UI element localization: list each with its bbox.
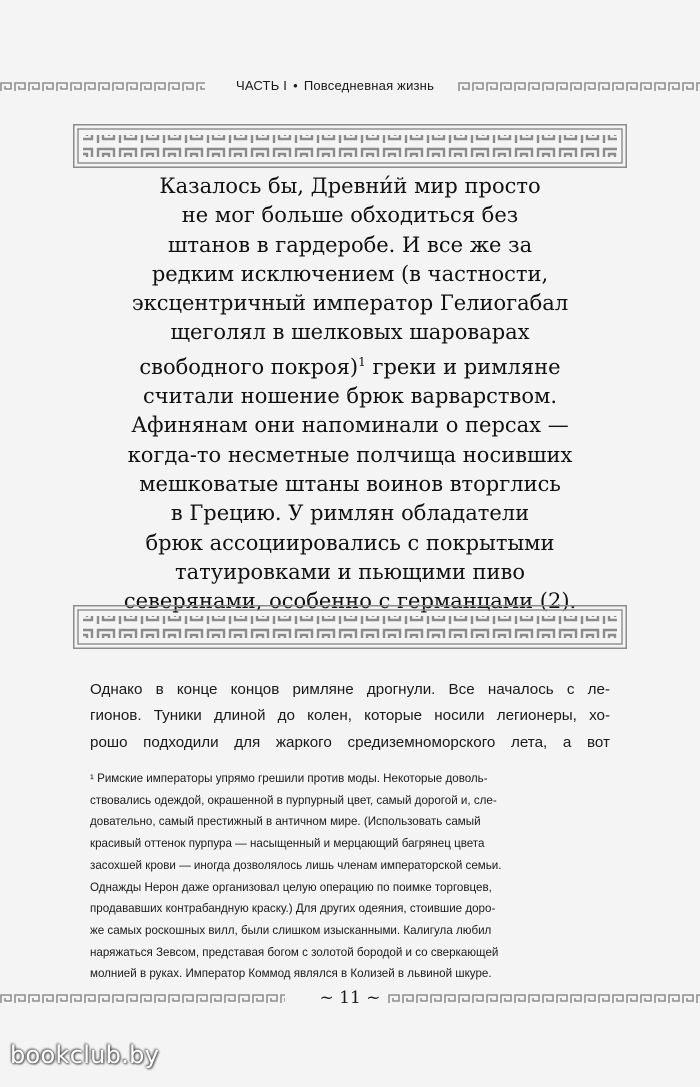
- quote-line: когда-то несметные полчища носивших: [127, 442, 573, 467]
- quote-line: не мог больше обходиться без: [181, 203, 519, 228]
- quote-line: Афинянам они напоминали о персах —: [131, 413, 569, 438]
- quote-line: эксцентричный император Гелиогабал: [131, 291, 569, 316]
- footer-ornament-right: [388, 994, 700, 1004]
- greek-key-border-bottom: [73, 605, 627, 649]
- running-header: [0, 76, 700, 100]
- body-line: рошо подходили для жаркого средиземноморского лета, а вот: [90, 733, 610, 751]
- header-part: ЧАСТЬ I: [235, 78, 288, 93]
- quote-line: редким исключением (в частности,: [151, 261, 549, 286]
- pull-quote: [95, 172, 605, 616]
- footer-ornament-left: [0, 994, 285, 1004]
- footnote-line: молнией в руках. Император Коммод являлся в Колизей в львиной шкуре.: [90, 967, 492, 981]
- footnote-line: же самых роскошных вилл, были слишком изысканными. Калигула любил: [90, 923, 492, 937]
- quote-line: щеголял в шелковых шароварах: [170, 320, 530, 345]
- quote-line-part: свободного покроя): [139, 354, 359, 379]
- page-footer: [0, 988, 700, 1012]
- footnote-line: засохшей крови — иногда дозволялось лишь членам императорской семьи.: [90, 858, 502, 872]
- greek-key-border-top: [73, 124, 627, 168]
- quote-line: в Грецию. У римлян обладатели: [170, 501, 530, 526]
- footnote-line: ствовались одеждой, окрашенной в пурпурный цвет, самый дорогой и, сле-: [90, 793, 497, 807]
- footnote: [90, 768, 610, 985]
- quote-line: штанов в гардеробе. И все же за: [167, 232, 533, 257]
- page-number: ~ 11 ~: [319, 988, 381, 1008]
- quote-line: брюк ассоциировались с покрытыми: [145, 530, 555, 555]
- quote-line: татуировками и пьющими пиво: [174, 559, 526, 584]
- quote-line: Казалось бы, Древни́й мир просто: [159, 174, 541, 198]
- footnote-line: ¹ Римские императоры упрямо грешили против моды. Некоторые доволь-: [90, 772, 488, 785]
- quote-line-part: греки и римляне: [372, 354, 561, 379]
- quote-line-with-footnote: [95, 348, 605, 382]
- body-paragraph: [90, 677, 610, 756]
- header-ornament-right: [458, 82, 700, 92]
- quote-line: считали ношение брюк варварством.: [142, 384, 558, 409]
- header-separator: •: [293, 78, 298, 93]
- footnote-line: Однажды Нерон даже организовал целую операцию по поимке торговцев,: [90, 880, 492, 894]
- watermark-logo: bookclub.by: [10, 1041, 160, 1069]
- header-title: [210, 78, 460, 93]
- header-section: Повседневная жизнь: [303, 78, 435, 93]
- quote-line: северянами, особенно с германцами (2).: [123, 589, 577, 614]
- header-ornament-left: [0, 82, 205, 92]
- body-line: гионов. Туники длиной до колен, которые носили легионеры, хо-: [90, 707, 610, 725]
- footnote-marker: 1: [358, 354, 366, 369]
- quote-line: мешковатые штаны воинов вторглись: [139, 471, 561, 496]
- footnote-line: красивый оттенок пурпура — насыщенный и мерцающий багрянец цвета: [90, 837, 485, 851]
- footnote-line: наряжаться Зевсом, представая богом с золотой бородой и со сверкающей: [90, 945, 499, 959]
- footnote-line: продававших контрабандную краску.) Для других одеяния, стоившие доро-: [90, 902, 496, 916]
- footnote-line: довательно, самый престижный в античном мире. (Использовать самый: [90, 815, 481, 829]
- body-line: Однако в конце концов римляне дрогнули. Все началось с ле-: [90, 681, 610, 698]
